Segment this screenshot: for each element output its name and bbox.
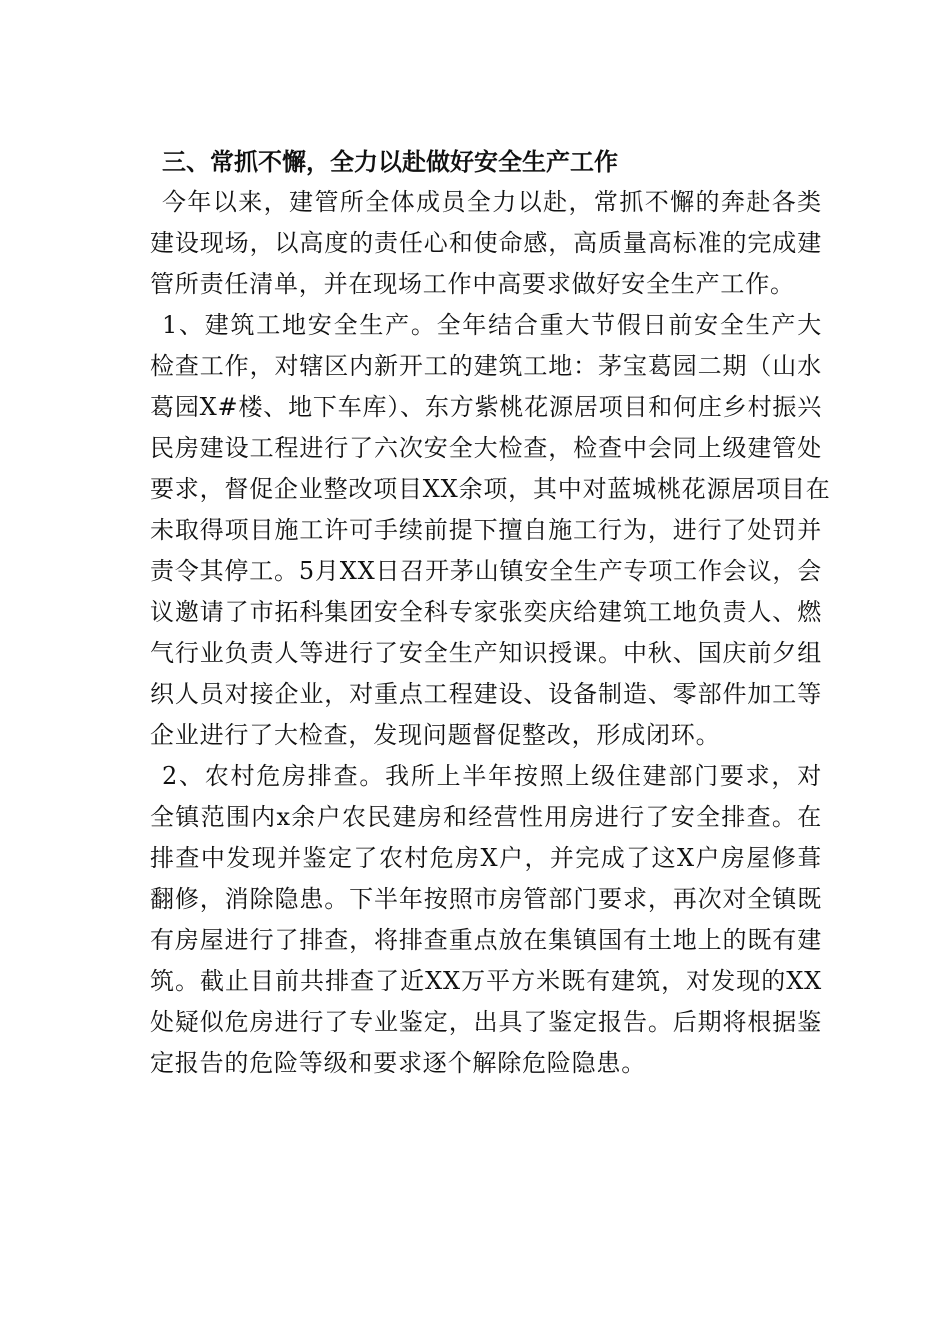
text-line: 筑。截止目前共排查了近XX万平方米既有建筑，对发现的XX bbox=[150, 967, 822, 995]
text-line: 要求，督促企业整改项目XX余项，其中对蓝城桃花源居项目在 bbox=[150, 475, 831, 503]
text-line: 1、建筑工地安全生产。全年结合重大节假日前安全生产大 bbox=[162, 311, 822, 339]
text-line: 排查中发现并鉴定了农村危房X户，并完成了这X户房屋修葺 bbox=[150, 844, 822, 872]
paragraph-intro bbox=[150, 182, 822, 305]
text-line: 全镇范围内x余户农民建房和经营性用房进行了安全排查。在 bbox=[150, 803, 822, 831]
text-line: 翻修，消除隐患。下半年按照市房管部门要求，再次对全镇既 bbox=[150, 885, 822, 913]
text-line: 织人员对接企业，对重点工程建设、设备制造、零部件加工等 bbox=[150, 680, 822, 708]
paragraph-rural-housing bbox=[150, 756, 822, 1084]
text-line: 定报告的危险等级和要求逐个解除危险隐患。 bbox=[150, 1049, 646, 1077]
text-line: 未取得项目施工许可手续前提下擅自施工行为，进行了处罚并 bbox=[150, 516, 822, 544]
text-line: 检查工作，对辖区内新开工的建筑工地：茅宝葛园二期（山水 bbox=[150, 352, 822, 380]
text-line: 责令其停工。5月XX日召开茅山镇安全生产专项工作会议，会 bbox=[150, 557, 822, 585]
text-line: 建设现场，以高度的责任心和使命感，高质量高标准的完成建 bbox=[150, 229, 822, 257]
paragraph-construction-safety bbox=[150, 305, 831, 756]
text-line: 处疑似危房进行了专业鉴定，出具了鉴定报告。后期将根据鉴 bbox=[150, 1008, 822, 1036]
text-line: 管所责任清单，并在现场工作中高要求做好安全生产工作。 bbox=[150, 270, 795, 298]
text-line: 议邀请了市拓科集团安全科专家张奕庆给建筑工地负责人、燃 bbox=[150, 598, 822, 626]
document-body bbox=[150, 142, 831, 1084]
text-line: 2、农村危房排查。我所上半年按照上级住建部门要求，对 bbox=[162, 762, 822, 790]
section-heading: 三、常抓不懈，全力以赴做好安全生产工作 bbox=[162, 148, 618, 176]
text-line: 气行业负责人等进行了安全生产知识授课。中秋、国庆前夕组 bbox=[150, 639, 822, 667]
text-line: 有房屋进行了排查，将排查重点放在集镇国有土地上的既有建 bbox=[150, 926, 822, 954]
text-line: 企业进行了大检查，发现问题督促整改，形成闭环。 bbox=[150, 721, 721, 749]
text-line: 葛园X#楼、地下车库）、东方紫桃花源居项目和何庄乡村振兴 bbox=[150, 393, 822, 421]
text-line: 今年以来，建管所全体成员全力以赴，常抓不懈的奔赴各类 bbox=[162, 188, 822, 216]
text-line: 民房建设工程进行了六次安全大检查，检查中会同上级建管处 bbox=[150, 434, 822, 462]
